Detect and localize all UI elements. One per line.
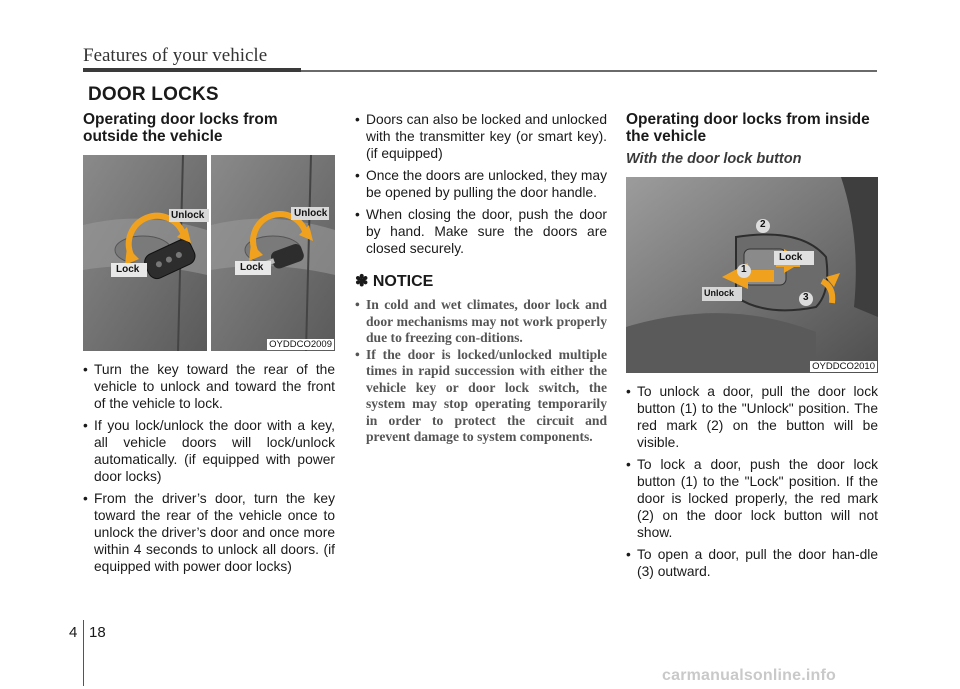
unlock-label: Unlock [704,288,735,298]
header-rule-light [301,70,877,72]
key-lock-figure [83,155,335,351]
list-item: • When closing the door, push the door by hand. Make sure the doors are closed securely. [355,206,607,257]
figure-code: OYDDCO2010 [812,361,875,372]
notice-title: ✽ NOTICE [355,273,434,290]
outside-bullets [83,361,335,575]
list-item: • Once the doors are unlocked, they may be opened by pulling the door handle. [355,167,607,201]
chapter-number: 4 [69,624,78,641]
list-item: • To unlock a door, pull the door lock button (1) to the "Unlock" position. The red mark (2) on the button will be visible. [626,383,878,451]
unlock-label-right: Unlock [294,208,328,219]
door-button-illustration [626,177,878,373]
header-rule-dark [83,68,301,72]
list-item: • To open a door, pull the door han-dle (3) outward. [626,546,878,580]
transmitter-bullets [355,111,607,257]
lock-label: Lock [779,252,803,263]
notice-item: • In cold and wet climates, door lock and door mechanisms may not work properly due to freezing con-ditions. [355,297,607,347]
list-item: • From the driver’s door, turn the key toward the rear of the vehicle once to unlock the driver’s door and once more within 4 seconds to unlock all doors. (if equipped with power door locks) [83,490,335,575]
column-1 [83,111,335,580]
callout-2: 2 [760,219,766,230]
column-2 [355,111,607,446]
watermark: carmanualsonline.info [662,667,837,684]
page-number-separator [83,620,84,686]
figure-code: OYDDCO2009 [269,339,332,350]
page-number: 18 [89,624,106,641]
lock-label-left: Lock [116,264,140,275]
list-item: • To lock a door, push the door lock button (1) to the "Lock" position. If the door is locked properly, the red mark (2) on the door lock button will not show. [626,456,878,541]
callout-1: 1 [741,264,747,275]
callout-3: 3 [803,292,809,303]
column-3 [626,111,878,585]
lock-label-right: Lock [240,262,264,273]
list-item: • If you lock/unlock the door with a key, all vehicle doors will lock/unlock automatically. (if equipped with power door locks) [83,417,335,485]
unlock-label-left: Unlock [171,210,205,221]
door-lock-button-subheading: With the door lock button [626,151,802,167]
inside-bullets [626,383,878,580]
inside-locks-heading: Operating door locks from inside the vehicle [626,111,870,145]
section-title: DOOR LOCKS [88,84,219,105]
notice-item: • If the door is locked/unlocked multiple times in rapid succession with either the vehicle key or door lock switch, the system may stop operating temporarily in order to protect the circuit and prevent damage to system components. [355,347,607,446]
key-lock-illustration [83,155,335,351]
outside-locks-heading: Operating door locks from outside the vehicle [83,111,278,145]
notice-list [355,297,607,446]
running-header: Features of your vehicle [83,45,268,66]
door-button-figure [626,177,878,373]
list-item: • Turn the key toward the rear of the vehicle to unlock and toward the front of the vehicle to lock. [83,361,335,412]
list-item: • Doors can also be locked and unlocked with the transmitter key (or smart key). (if equipped) [355,111,607,162]
